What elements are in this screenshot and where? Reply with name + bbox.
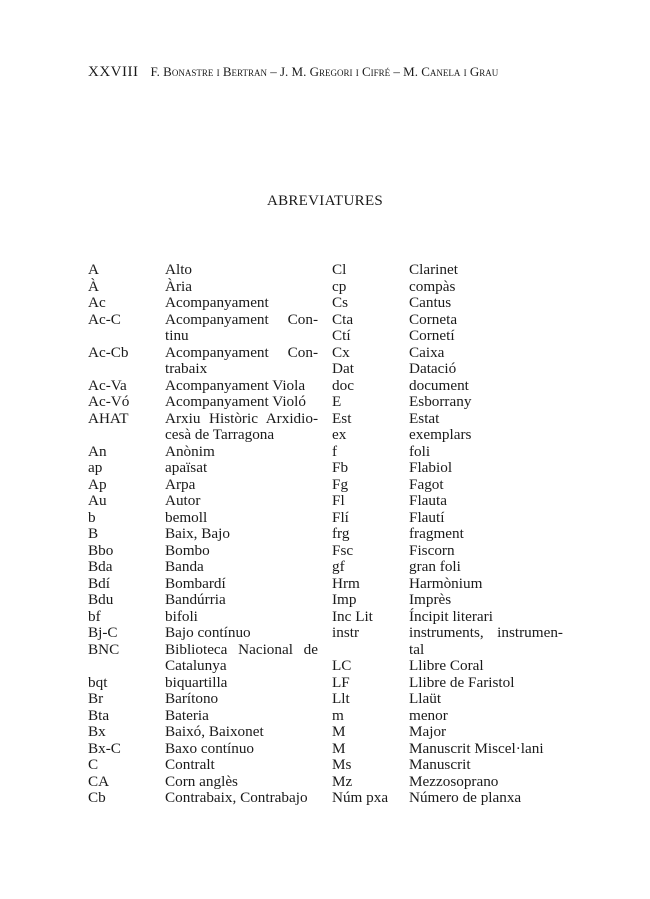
abbreviation-entry — [88, 262, 318, 279]
abbreviation-term: Fsc — [332, 541, 354, 559]
abbreviation-term: Hrm — [332, 574, 360, 592]
definition-line: tal — [409, 640, 425, 658]
abbreviation-definition — [409, 658, 563, 675]
abbreviation-entry — [332, 526, 563, 543]
abbreviation-definition — [165, 559, 318, 576]
abbreviation-entry — [332, 493, 563, 510]
definition-line: Biblioteca Nacional de — [165, 640, 318, 658]
definition-line: bifoli — [165, 607, 198, 625]
definition-line: Acompanyament Con- — [165, 343, 318, 361]
abbreviation-entry — [88, 510, 318, 527]
abbreviation-entry — [88, 378, 318, 395]
abbreviation-term: Bdu — [88, 591, 114, 608]
running-head-authors: F. Bonastre i Bertran – J. M. Gregori i Cifré – M. Canela i Grau — [150, 64, 499, 79]
abbreviation-term: Ac-Va — [88, 376, 127, 394]
abbreviation-entry — [332, 774, 563, 791]
abbreviation-definition — [409, 444, 563, 461]
abbreviation-definition — [409, 394, 563, 411]
abbreviation-entry — [332, 361, 563, 378]
definition-line: Íncipit literari — [409, 607, 493, 625]
abbreviation-term: Cb — [88, 789, 106, 806]
abbreviation-entry — [332, 262, 563, 279]
abbreviation-term: C — [88, 756, 99, 773]
abbreviation-term: Ac-Vó — [88, 393, 130, 410]
abbreviation-entry — [88, 559, 318, 576]
abbreviation-definition — [165, 625, 318, 642]
definition-line: Acompanyament — [165, 294, 269, 311]
abbreviation-entry — [88, 724, 318, 741]
definition-line: Llaüt — [409, 690, 442, 707]
abbreviation-term: Cta — [332, 310, 354, 328]
abbreviation-term: Ms — [332, 756, 352, 773]
definition-line: Manuscrit — [409, 756, 471, 773]
abbreviation-term: A — [88, 261, 99, 278]
definition-line: Arxiu Històric Arxidio- — [165, 409, 318, 427]
abbreviation-term: BNC — [88, 640, 120, 658]
abbreviation-term: instr — [332, 624, 360, 641]
abbreviation-term: À — [88, 277, 99, 295]
abbreviation-term: Dat — [332, 360, 354, 377]
abbreviation-entry — [88, 477, 318, 494]
abbreviation-entry — [332, 312, 563, 329]
abbreviation-term: Inc Lit — [332, 607, 373, 625]
abbreviation-definition — [165, 295, 318, 312]
definition-line: Fiscorn — [409, 541, 455, 559]
abbreviation-term: LF — [332, 673, 350, 691]
definition-line: Clarinet — [409, 261, 458, 278]
abbreviation-definition — [409, 345, 563, 362]
abbreviation-definition — [165, 790, 318, 807]
abbreviation-definition — [165, 543, 318, 560]
abbreviation-term: Fb — [332, 459, 349, 476]
abbreviation-definition — [165, 477, 318, 494]
definition-line: compàs — [409, 277, 456, 295]
abbreviation-entry — [332, 592, 563, 609]
abbreviation-definition — [165, 642, 318, 675]
abbreviation-term: Bdí — [88, 574, 110, 592]
abbreviation-entry — [332, 328, 563, 345]
definition-line: Arpa — [165, 475, 196, 493]
abbreviation-term: cp — [332, 277, 347, 295]
abbreviation-entry — [332, 658, 563, 675]
abbreviation-definition — [409, 411, 563, 428]
abbreviation-definition — [409, 279, 563, 296]
abbreviation-definition — [409, 526, 563, 543]
abbreviation-term: An — [88, 442, 107, 460]
abbreviation-entry — [88, 592, 318, 609]
abbreviation-term: Llt — [332, 690, 350, 707]
abbreviation-definition — [165, 757, 318, 774]
abbreviation-entry — [88, 345, 318, 378]
abbreviation-entry — [332, 295, 563, 312]
abbreviation-definition — [165, 774, 318, 791]
definition-line: Manuscrit Miscel·lani — [409, 739, 544, 757]
abbreviation-term: M — [332, 739, 346, 757]
definition-line: gran foli — [409, 558, 461, 575]
abbreviation-entry — [88, 675, 318, 692]
abbreviation-entry — [88, 493, 318, 510]
definition-line: Corn anglès — [165, 772, 238, 790]
abbreviation-definition — [165, 411, 318, 444]
definition-line: Harmònium — [409, 574, 483, 592]
abbreviation-term: Bx-C — [88, 739, 121, 757]
abbreviation-term: m — [332, 706, 344, 724]
abbreviation-term: Bbo — [88, 541, 114, 559]
definition-line: Datació — [409, 360, 457, 377]
abbreviation-term: AHAT — [88, 409, 129, 427]
definition-line: Bajo contínuo — [165, 624, 251, 641]
definition-line: Banda — [165, 558, 204, 575]
abbreviation-entry — [332, 675, 563, 692]
abbreviation-entry — [332, 411, 563, 428]
abbreviation-entry — [332, 444, 563, 461]
abbreviation-term: Mz — [332, 772, 353, 790]
abbreviation-definition — [165, 609, 318, 626]
abbreviation-definition — [409, 691, 563, 708]
abbreviation-term: Au — [88, 492, 107, 509]
abbreviation-definition — [409, 493, 563, 510]
abbreviation-entry — [332, 790, 563, 807]
abbreviation-entry — [88, 609, 318, 626]
abbreviation-term: ap — [88, 459, 103, 476]
definition-line: Mezzosoprano — [409, 772, 499, 790]
definition-line: Alto — [165, 261, 193, 278]
definition-line: Caixa — [409, 343, 445, 361]
abbreviation-definition — [165, 741, 318, 758]
abbreviation-entry — [88, 625, 318, 642]
abbreviation-entry — [88, 460, 318, 477]
definition-line: Bombo — [165, 541, 210, 559]
abbreviation-term: Br — [88, 690, 104, 707]
definition-line: Barítono — [165, 690, 219, 707]
abbreviation-definition — [409, 592, 563, 609]
definition-line: Llibre Coral — [409, 657, 484, 674]
definition-line: Cantus — [409, 294, 452, 311]
abbreviation-term: Imp — [332, 591, 357, 608]
abbreviation-term: Cs — [332, 294, 349, 311]
definition-line: bemoll — [165, 508, 208, 526]
abbreviation-definition — [165, 526, 318, 543]
abbreviation-definition — [409, 559, 563, 576]
abbreviation-term: Flí — [332, 508, 349, 526]
abbreviation-definition — [409, 543, 563, 560]
abbreviation-term: M — [332, 723, 346, 740]
definition-line: Flautí — [409, 508, 445, 526]
abbreviation-entry — [88, 295, 318, 312]
abbreviation-entry — [88, 691, 318, 708]
definition-line: fragment — [409, 525, 464, 542]
abbreviation-definition — [165, 592, 318, 609]
abbreviation-entry — [332, 757, 563, 774]
abbreviation-definition — [165, 675, 318, 692]
abbreviation-entry — [332, 741, 563, 758]
definition-line: apaïsat — [165, 459, 208, 476]
abbreviation-definition — [165, 345, 318, 378]
abbreviation-definition — [409, 609, 563, 626]
abbreviation-entry — [332, 609, 563, 626]
abbreviation-term: Cx — [332, 343, 350, 361]
abbreviation-definition — [165, 444, 318, 461]
definition-line: Llibre de Faristol — [409, 673, 515, 691]
definition-line: Fagot — [409, 475, 444, 493]
abbreviation-definition — [409, 510, 563, 527]
abbreviation-entry — [88, 708, 318, 725]
abbreviation-term: doc — [332, 376, 354, 394]
abbreviation-definition — [409, 328, 563, 345]
abbreviation-term: Fg — [332, 475, 349, 493]
abbreviation-definition — [409, 361, 563, 378]
abbreviation-definition — [165, 312, 318, 345]
definition-line: Major — [409, 723, 447, 740]
definition-line: Baixó, Baixonet — [165, 723, 264, 740]
abbreviation-term: f — [332, 442, 338, 460]
abbreviation-entry — [88, 543, 318, 560]
definition-line: trabaix — [165, 360, 208, 377]
definition-line: menor — [409, 706, 448, 724]
abbreviation-term: bqt — [88, 673, 108, 691]
definition-line: exemplars — [409, 426, 472, 443]
running-header — [88, 63, 498, 81]
abbreviation-definition — [165, 394, 318, 411]
definition-line: Flauta — [409, 492, 447, 509]
abbreviation-term: Ac-C — [88, 310, 121, 328]
abbreviation-definition — [165, 493, 318, 510]
abbreviation-term: Núm pxa — [332, 789, 389, 806]
definition-line: Acompanyament Con- — [165, 310, 318, 328]
abbreviation-definition — [409, 295, 563, 312]
abbreviation-definition — [165, 460, 318, 477]
abbreviation-definition — [409, 741, 563, 758]
abbreviation-term: ex — [332, 426, 347, 443]
abbreviation-entry — [332, 477, 563, 494]
abbreviation-term: Ap — [88, 475, 107, 493]
definition-line: Corneta — [409, 310, 458, 328]
abbreviation-definition — [409, 460, 563, 477]
abbreviation-entry — [332, 543, 563, 560]
abbreviation-entry — [88, 790, 318, 807]
abbreviation-entry — [88, 312, 318, 345]
abbreviation-definition — [409, 312, 563, 329]
abbreviation-term: bf — [88, 607, 101, 625]
page-number: XXVIII — [88, 64, 139, 80]
definition-line: Acompanyament Violó — [165, 393, 306, 410]
abbreviation-entry — [88, 279, 318, 296]
abbreviation-definition — [409, 625, 563, 658]
definition-line: Anònim — [165, 442, 215, 460]
definition-line: Catalunya — [165, 657, 227, 674]
definition-line: Contrabaix, Contrabajo — [165, 789, 308, 806]
abbreviation-definition — [409, 790, 563, 807]
definition-line: tinu — [165, 327, 189, 344]
abbreviation-definition — [165, 691, 318, 708]
abbreviation-entry — [332, 510, 563, 527]
abbreviation-term: b — [88, 508, 96, 526]
abbreviation-entry — [88, 774, 318, 791]
section-title: ABREVIATURES — [266, 193, 384, 209]
abbreviation-list-right — [332, 262, 563, 807]
abbreviation-term: B — [88, 525, 99, 542]
abbreviation-entry — [332, 394, 563, 411]
definition-line: cesà de Tarragona — [165, 426, 275, 443]
definition-line: Acompanyament Viola — [165, 376, 306, 394]
definition-line: Bombardí — [165, 574, 226, 592]
abbreviation-term: Bj-C — [88, 624, 118, 641]
definition-line: Cornetí — [409, 327, 455, 344]
abbreviation-term: Ac-Cb — [88, 343, 129, 361]
definition-line: Número de planxa — [409, 789, 522, 806]
abbreviation-term: frg — [332, 525, 350, 542]
definition-line: document — [409, 376, 469, 394]
abbreviation-definition — [409, 708, 563, 725]
definition-line: Bateria — [165, 706, 209, 724]
abbreviation-entry — [332, 576, 563, 593]
definition-line: Autor — [165, 492, 201, 509]
abbreviation-entry — [88, 576, 318, 593]
abbreviation-entry — [88, 394, 318, 411]
abbreviation-definition — [409, 724, 563, 741]
abbreviation-term: Cl — [332, 261, 347, 278]
abbreviation-definition — [409, 477, 563, 494]
abbreviation-entry — [88, 444, 318, 461]
abbreviation-definition — [409, 675, 563, 692]
definition-line: Baxo contínuo — [165, 739, 255, 757]
abbreviation-term: E — [332, 393, 342, 410]
abbreviation-entry — [332, 378, 563, 395]
abbreviation-definition — [165, 576, 318, 593]
abbreviation-entry — [332, 279, 563, 296]
abbreviation-term: LC — [332, 657, 352, 674]
definition-line: Imprès — [409, 591, 452, 608]
abbreviation-entry — [88, 741, 318, 758]
definition-line: instruments, instrumen- — [409, 624, 563, 641]
abbreviation-definition — [165, 708, 318, 725]
abbreviation-list-left — [88, 262, 318, 807]
abbreviation-entry — [332, 724, 563, 741]
abbreviation-definition — [165, 724, 318, 741]
definition-line: Baix, Bajo — [165, 525, 230, 542]
abbreviation-definition — [165, 378, 318, 395]
abbreviation-definition — [165, 510, 318, 527]
abbreviation-term: Est — [332, 409, 352, 427]
abbreviation-entry — [332, 708, 563, 725]
abbreviation-definition — [409, 378, 563, 395]
abbreviation-entry — [88, 411, 318, 444]
abbreviation-entry — [332, 625, 563, 658]
abbreviation-definition — [409, 262, 563, 279]
abbreviation-definition — [165, 279, 318, 296]
abbreviation-entry — [332, 691, 563, 708]
definition-line: biquartilla — [165, 673, 228, 691]
abbreviation-term: CA — [88, 772, 110, 790]
abbreviation-entry — [332, 559, 563, 576]
abbreviation-entry — [332, 427, 563, 444]
abbreviation-definition — [409, 576, 563, 593]
abbreviation-term: Bda — [88, 558, 113, 575]
definition-line: foli — [409, 442, 431, 460]
abbreviation-entry — [332, 460, 563, 477]
abbreviation-term: Bta — [88, 706, 110, 724]
definition-line: Bandúrria — [165, 591, 226, 608]
abbreviation-entry — [88, 757, 318, 774]
abbreviation-term: Fl — [332, 492, 345, 509]
definition-line: Ària — [165, 277, 192, 295]
abbreviation-entry — [88, 642, 318, 675]
definition-line: Flabiol — [409, 459, 453, 476]
abbreviation-definition — [409, 427, 563, 444]
abbreviation-entry — [332, 345, 563, 362]
abbreviation-definition — [409, 774, 563, 791]
definition-line: Esborrany — [409, 393, 472, 410]
definition-line: Estat — [409, 409, 440, 427]
abbreviation-term: Ctí — [332, 327, 351, 344]
abbreviation-definition — [409, 757, 563, 774]
definition-line: Contralt — [165, 756, 215, 773]
abbreviation-term: Ac — [88, 294, 106, 311]
abbreviation-term: gf — [332, 558, 345, 575]
abbreviation-definition — [165, 262, 318, 279]
abbreviation-entry — [88, 526, 318, 543]
abbreviation-term: Bx — [88, 723, 106, 740]
